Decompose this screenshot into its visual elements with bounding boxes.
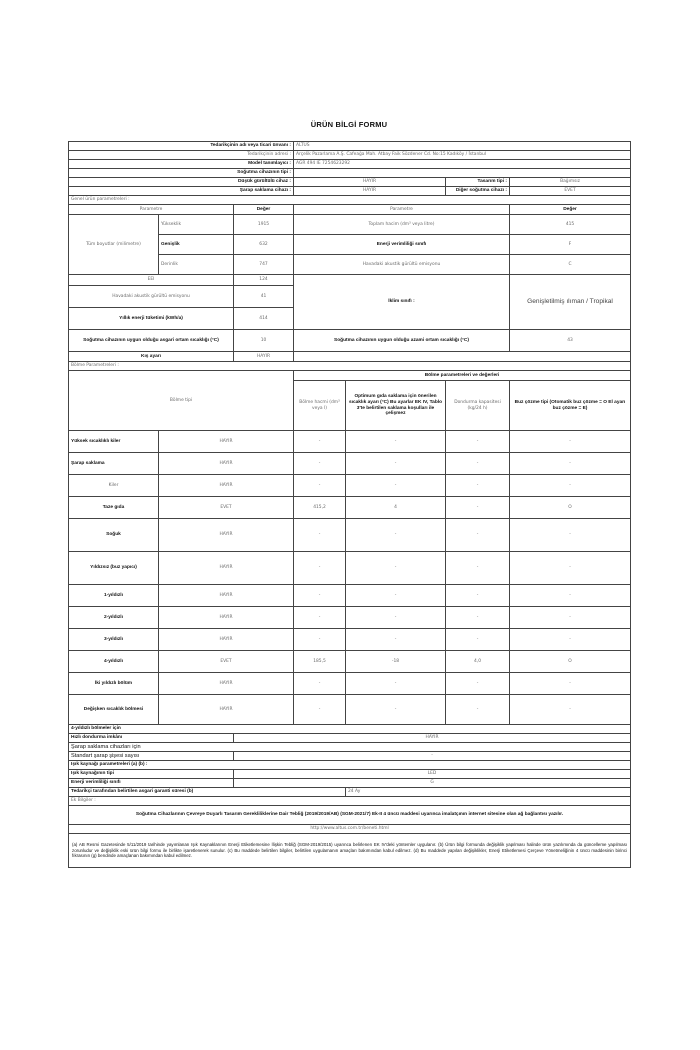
field-value: HAYIR <box>294 178 446 187</box>
compartment-temp: - <box>346 673 446 695</box>
field-label: Soğutma cihazının tipi : <box>69 169 294 178</box>
compartment-name: İki yıldızlı bölüm <box>69 673 159 695</box>
footnote-row <box>69 834 631 868</box>
param-label: Soğutma cihazının uygun olduğu asgari ortam sıcaklığı (°C) <box>69 330 234 352</box>
section-heading: Bölme Parametreleri : <box>69 362 631 371</box>
section-heading: 4-yıldızlı bölmeler için <box>69 725 631 734</box>
param-value: 414 <box>234 308 294 330</box>
compartment-name: Değişken sıcaklık bölmesi <box>69 695 159 725</box>
column-header: Bölme hacmi (dm³ veya l) <box>294 381 346 431</box>
field-value: AGR 494 IE 7254623292 <box>294 160 631 169</box>
supplier-address-row <box>69 151 631 160</box>
compartment-temp: -18 <box>346 651 446 673</box>
compartment-name: 1-yıldızlı <box>69 585 159 607</box>
compartment-capacity: - <box>446 607 510 629</box>
compartment-volume: - <box>294 585 346 607</box>
compartment-present: HAYIR <box>159 519 294 552</box>
field-value: HAYIR <box>234 734 631 743</box>
compartment-capacity: - <box>446 519 510 552</box>
compartment-temp: - <box>346 519 446 552</box>
column-header: Parametre <box>294 205 510 215</box>
appliance-type-row <box>69 169 631 178</box>
compartment-name: Yıldızsız (buz yapıcı) <box>69 552 159 585</box>
page-title: ÜRÜN BİLGİ FORMU <box>310 120 388 129</box>
compartment-capacity: - <box>446 695 510 725</box>
extra-info-row <box>69 806 631 825</box>
compartment-volume: - <box>294 475 346 497</box>
compartment-row <box>69 552 631 585</box>
compartment-row <box>69 497 631 519</box>
dimensions-label: Tüm boyutlar (milimetre) <box>69 215 159 275</box>
field-label: Standart şarap şişesi sayısı <box>69 752 234 761</box>
supplier-name-row <box>69 142 631 151</box>
param-label: Enerji verimliliği sınıfı <box>294 235 510 255</box>
compartment-row <box>69 475 631 497</box>
param-value: Genişletilmiş ılıman / Tropikal <box>510 275 631 330</box>
param-label: Yıllık enerji tüketimi (kWh/a) <box>69 308 234 330</box>
field-value: Arçelik Pazarlama A.Ş. Cafeağa Mah. Atbay Faik Sözdener Cd. No:15 Kadıköy / İstanbul <box>294 151 631 160</box>
compartment-volume: 415,2 <box>294 497 346 519</box>
field-label: Şarap saklama cihazı : <box>69 187 294 196</box>
param-label: Havadaki akustik gürültü emisyonu <box>69 286 234 308</box>
compartment-temp: - <box>346 475 446 497</box>
compartment-present: HAYIR <box>159 453 294 475</box>
compartment-temp: - <box>346 695 446 725</box>
param-label: Yükseklik <box>159 215 234 235</box>
warranty-row <box>69 788 631 797</box>
compartment-capacity: - <box>446 585 510 607</box>
compartment-present: EVET <box>159 497 294 519</box>
field-value: - <box>234 752 631 761</box>
manufacturer-link[interactable]: http://www.altus.com.tr/beneti.html <box>69 825 631 834</box>
param-label: Soğutma cihazının uygun olduğu azami ortam sıcaklığı (°C) <box>294 330 510 352</box>
compartment-name: 3-yıldızlı <box>69 629 159 651</box>
compartment-temp: - <box>346 552 446 585</box>
field-value <box>294 169 631 178</box>
type-row <box>69 187 631 196</box>
compartment-defrost: - <box>510 519 631 552</box>
compartment-capacity: - <box>446 475 510 497</box>
compartment-present: HAYIR <box>159 585 294 607</box>
compartment-header-row <box>69 371 631 381</box>
compartment-name: Yüksek sıcaklıklı kiler <box>69 431 159 453</box>
field-label: Diğer soğutma cihazı : <box>446 187 510 196</box>
compartment-volume: - <box>294 629 346 651</box>
param-value: 632 <box>234 235 294 255</box>
field-label: Düşük gürültülü cihaz : <box>69 178 294 187</box>
compartment-volume: - <box>294 519 346 552</box>
field-value: LED <box>234 770 631 779</box>
column-header: Parametre <box>69 205 234 215</box>
eei-row <box>69 275 631 286</box>
compartment-capacity: - <box>446 497 510 519</box>
general-head-row <box>69 205 631 215</box>
param-value: 41 <box>234 286 294 308</box>
compartment-row <box>69 607 631 629</box>
light-class-row <box>69 779 631 788</box>
dimension-row <box>69 215 631 235</box>
compartment-capacity: - <box>446 431 510 453</box>
compartment-name: Kiler <box>69 475 159 497</box>
column-header: Bölme parametreleri ve değerleri <box>294 371 631 381</box>
compartment-present: HAYIR <box>159 607 294 629</box>
param-label: Toplam hacim (dm³ veya litre) <box>294 215 510 235</box>
param-value: 43 <box>510 330 631 352</box>
field-label: Tedarikçinin adresi : <box>69 151 294 160</box>
compartment-volume: - <box>294 607 346 629</box>
column-header: Değer <box>234 205 294 215</box>
field-label: Tedarikçinin adı veya ticari ünvanı : <box>69 142 294 151</box>
field-label: Tasarım tipi : <box>446 178 510 187</box>
compartment-defrost: O <box>510 651 631 673</box>
compartment-volume: - <box>294 695 346 725</box>
compartment-row <box>69 431 631 453</box>
compartment-defrost: - <box>510 607 631 629</box>
wine-bottle-row <box>69 752 631 761</box>
param-label: İklim sınıfı : <box>294 275 510 330</box>
compartment-name: 4-yıldızlı <box>69 651 159 673</box>
param-value: 124 <box>234 275 294 286</box>
compartment-volume: - <box>294 673 346 695</box>
compartment-row <box>69 585 631 607</box>
compartment-row <box>69 453 631 475</box>
compartment-temp: - <box>346 453 446 475</box>
compartment-present: HAYIR <box>159 695 294 725</box>
compartment-name: Taze gıda <box>69 497 159 519</box>
param-label: Derinlik <box>159 255 234 275</box>
compartment-temp: - <box>346 585 446 607</box>
compartment-present: HAYIR <box>159 673 294 695</box>
compartment-present: HAYIR <box>159 431 294 453</box>
param-value: F <box>510 235 631 255</box>
param-label: Genişlik <box>159 235 234 255</box>
compartment-row <box>69 519 631 552</box>
field-label: Tedarikçi tarafından belirtilen asgari garanti süresi (b) <box>69 788 346 797</box>
compartment-capacity: - <box>446 552 510 585</box>
compartment-present: EVET <box>159 651 294 673</box>
compartment-defrost: - <box>510 431 631 453</box>
type-row <box>69 178 631 187</box>
compartment-defrost: - <box>510 475 631 497</box>
compartment-name: Soğuk <box>69 519 159 552</box>
section-heading: Şarap saklama cihazları için <box>69 743 631 752</box>
param-value: 10 <box>234 330 294 352</box>
field-label: Hızlı dondurma imkânı <box>69 734 234 743</box>
compartment-defrost: - <box>510 585 631 607</box>
footnote-text: (a) AB Resmi Gazetesinde 5/11/2019 tarihinde yayımlanan Işık Kaynaklarının Enerji Etiketlemesine İlişkin Tebliğ (SGM-2019/2015) uyarınca belirlenen EK IV'deki yöntemler uygulanır. (b) Ürün bilgi formunda değişiklik yapılması halinde ürün yazılımında da güncelleme yapılması zorunludur ve değişiklik eski ürün bilgi formu ile birlikte işaretlenerek sunulur. (c) Bu maddede belirtilen bilgiler, belirtilen uygulamanın amaçları bakımından kabul edilmez. (d) Bu maddede yapılan değişiklikler, Enerji Etiketlemesi Çerçeve Yönetmeliğinin 4 üncü maddesinin birinci fıkrasının (g) bendinde amaçlanan bakımından kabul edilmez. <box>69 834 631 868</box>
compartment-volume: 185,5 <box>294 651 346 673</box>
field-value: Bağımsız <box>510 178 631 187</box>
field-value: 24 Ay <box>346 788 631 797</box>
compartment-capacity: - <box>446 453 510 475</box>
field-value: G <box>234 779 631 788</box>
field-label: Model tanımlayıcı : <box>69 160 294 169</box>
compartment-row <box>69 651 631 673</box>
extra-info-text: Soğutma Cihazlarının Çevreye Duyarlı Tasarım Gerekliliklerine Dair Tebliğ (2019/2019/AB) (SGM-2021/7) Ek-II 4 üncü maddesi uyarınca imalatçının internet sitesine olan ağ bağlantısı yazılır. <box>69 806 631 825</box>
fast-freeze-row <box>69 734 631 743</box>
temperature-row <box>69 330 631 352</box>
info-table <box>68 141 631 868</box>
section-heading: Genel ürün parametreleri : <box>69 196 631 205</box>
winter-row <box>69 352 631 362</box>
compartment-present: HAYIR <box>159 629 294 651</box>
compartment-defrost: O <box>510 497 631 519</box>
compartment-defrost: - <box>510 453 631 475</box>
param-value: 415 <box>510 215 631 235</box>
compartment-volume: - <box>294 453 346 475</box>
compartment-capacity: - <box>446 629 510 651</box>
param-value: 747 <box>234 255 294 275</box>
compartment-temp: - <box>346 431 446 453</box>
field-value: HAYIR <box>294 187 446 196</box>
param-value: HAYIR <box>234 352 294 362</box>
param-value: 1915 <box>234 215 294 235</box>
section-heading: Işık kaynağı parametreleri (a) (b) : <box>69 761 631 770</box>
compartment-name: Şarap saklama <box>69 453 159 475</box>
param-label: EEI <box>69 275 234 286</box>
compartment-name: 2-yıldızlı <box>69 607 159 629</box>
compartment-present: HAYIR <box>159 475 294 497</box>
compartment-temp: 4 <box>346 497 446 519</box>
column-header: Değer <box>510 205 631 215</box>
compartment-volume: - <box>294 431 346 453</box>
compartment-capacity: 4,0 <box>446 651 510 673</box>
compartment-defrost: - <box>510 695 631 725</box>
column-header: Dondurma kapasitesi (kg/24 h) <box>446 381 510 431</box>
param-value: C <box>510 255 631 275</box>
compartment-temp: - <box>346 629 446 651</box>
param-label: Havadaki akustik gürültü emisyonu <box>294 255 510 275</box>
compartment-capacity: - <box>446 673 510 695</box>
compartment-row <box>69 629 631 651</box>
column-header: Bölme tipi <box>69 371 294 431</box>
product-info-form <box>68 120 630 868</box>
field-value: EVET <box>510 187 631 196</box>
compartment-row <box>69 695 631 725</box>
compartment-defrost: - <box>510 673 631 695</box>
compartment-present: HAYIR <box>159 552 294 585</box>
compartment-defrost: - <box>510 629 631 651</box>
field-value: ALTUS <box>294 142 631 151</box>
compartment-volume: - <box>294 552 346 585</box>
param-label: Kış ayarı <box>69 352 234 362</box>
section-heading: Ek Bilgiler : <box>69 797 631 806</box>
light-type-row <box>69 770 631 779</box>
field-label: Enerji verimliliği sınıfı <box>69 779 234 788</box>
compartment-row <box>69 673 631 695</box>
column-header: Optimum gıda saklama için önerilen sıcaklık ayarı (°C) Bu ayarlar EK IV, Tablo 3'te belirtilen saklama koşulları ile çelişmez <box>346 381 446 431</box>
field-label: Işık kaynağının tipi <box>69 770 234 779</box>
model-id-row <box>69 160 631 169</box>
compartment-defrost: - <box>510 552 631 585</box>
link-row <box>69 825 631 834</box>
compartment-temp: - <box>346 607 446 629</box>
column-header: Buz çözme tipi (Otomatik buz çözme = O El ayarı buz çözme = E) <box>510 381 631 431</box>
